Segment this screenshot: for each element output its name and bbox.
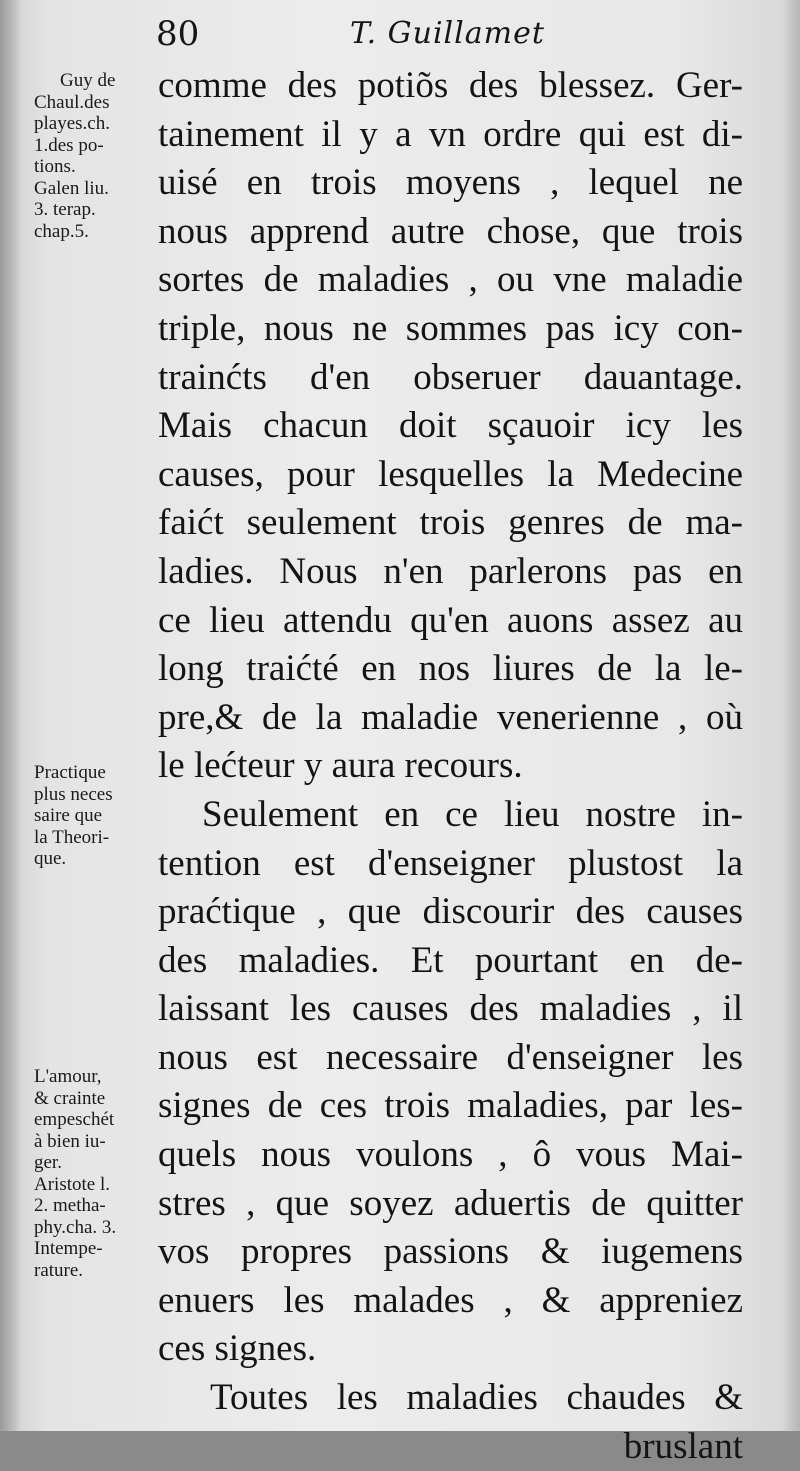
text-line: trainćts d'en obseruer dauantage. <box>158 356 743 398</box>
margin-note-line: rature. <box>34 1259 84 1281</box>
margin-note-line: Guy de <box>60 70 116 91</box>
margin-note-line: Aristote l. <box>34 1173 110 1195</box>
margin-note-references <box>34 70 156 242</box>
text-line: tention est d'enseigner plustost la <box>158 842 743 884</box>
margin-note-line: Chaul.des <box>34 91 110 113</box>
margin-note-practice <box>34 762 156 870</box>
body-text <box>158 62 743 1471</box>
text-line: triple, nous ne sommes pas icy con- <box>158 307 743 349</box>
text-line: causes, pour lesquelles la Medecine <box>158 453 743 495</box>
margin-note-line: Galen liu. <box>34 177 109 199</box>
margin-note-line: ger. <box>34 1152 62 1173</box>
margin-note-line: chap.5. <box>34 220 89 242</box>
text-line: praćtique , que discourir des causes <box>158 891 743 933</box>
margin-note-line: empeschét <box>34 1109 115 1130</box>
margin-note-line: à bien iu- <box>34 1130 106 1152</box>
page-header <box>150 14 750 58</box>
text-line: sortes de maladies , ou vne maladie <box>158 259 743 301</box>
text-line: signes de ces trois maladies, par les- <box>158 1085 743 1127</box>
text-line: faićt seulement trois genres de ma- <box>158 502 743 544</box>
margin-note-line: L'amour, <box>34 1066 102 1087</box>
margin-note-line: que. <box>34 848 67 869</box>
text-line: tainement il y a vn ordre qui est di- <box>158 113 743 155</box>
margin-note-line: la Theori- <box>34 826 110 848</box>
margin-note-passions <box>34 1066 156 1281</box>
catchword: bruslant <box>623 1425 743 1467</box>
page-gutter-shadow <box>0 0 22 1431</box>
text-line: pre,& de la maladie venerienne , où <box>158 696 743 738</box>
text-line: nous apprend autre chose, que trois <box>158 210 743 252</box>
text-line: uisé en trois moyens , lequel ne <box>158 162 743 204</box>
text-line: laissant les causes des maladies , il <box>158 988 743 1030</box>
text-line: le lećteur y aura recours. <box>158 745 523 787</box>
text-line: Seulement en ce lieu nostre in- <box>202 793 743 835</box>
margin-note-line: Intempe- <box>34 1238 103 1259</box>
text-line: Mais chacun doit sçauoir icy les <box>158 405 743 447</box>
text-line: stres , que soyez aduertis de quitter <box>158 1182 743 1224</box>
margin-note-line: 2. metha- <box>34 1195 106 1216</box>
margin-note-line: 1.des po- <box>34 134 104 156</box>
page-number: 80 <box>156 14 200 54</box>
text-line: ces signes. <box>158 1328 317 1370</box>
margin-note-line: tions. <box>34 156 76 177</box>
margin-note-line: saire que <box>34 805 103 826</box>
margin-note-line: Practique <box>34 762 106 783</box>
text-line: comme des potiõs des blessez. Ger- <box>158 65 743 106</box>
margin-note-line: & crainte <box>34 1087 106 1109</box>
text-line: enuers les malades , & appreniez <box>158 1279 743 1321</box>
text-line: nous est necessaire d'enseigner les <box>158 1036 743 1078</box>
margin-note-line: phy.cha. 3. <box>34 1216 117 1238</box>
text-line: ce lieu attendu qu'en auons assez au <box>158 599 743 641</box>
text-line: des maladies. Et pourtant en de- <box>158 939 743 981</box>
running-head: T. Guillamet <box>350 16 545 51</box>
margin-note-line: plus neces <box>34 783 113 805</box>
text-line: ladies. Nous n'en parlerons pas en <box>158 550 743 592</box>
text-line: vos propres passions & iugemens <box>158 1231 743 1273</box>
text-line: Toutes les maladies chaudes & <box>210 1377 743 1419</box>
text-line: long traićté en nos liures de la le- <box>158 648 743 690</box>
page-edge-shadow <box>782 0 800 1431</box>
text-line: quels nous voulons , ô vous Mai- <box>158 1134 743 1176</box>
margin-note-line: 3. terap. <box>34 199 96 220</box>
margin-note-line: playes.ch. <box>34 113 110 134</box>
